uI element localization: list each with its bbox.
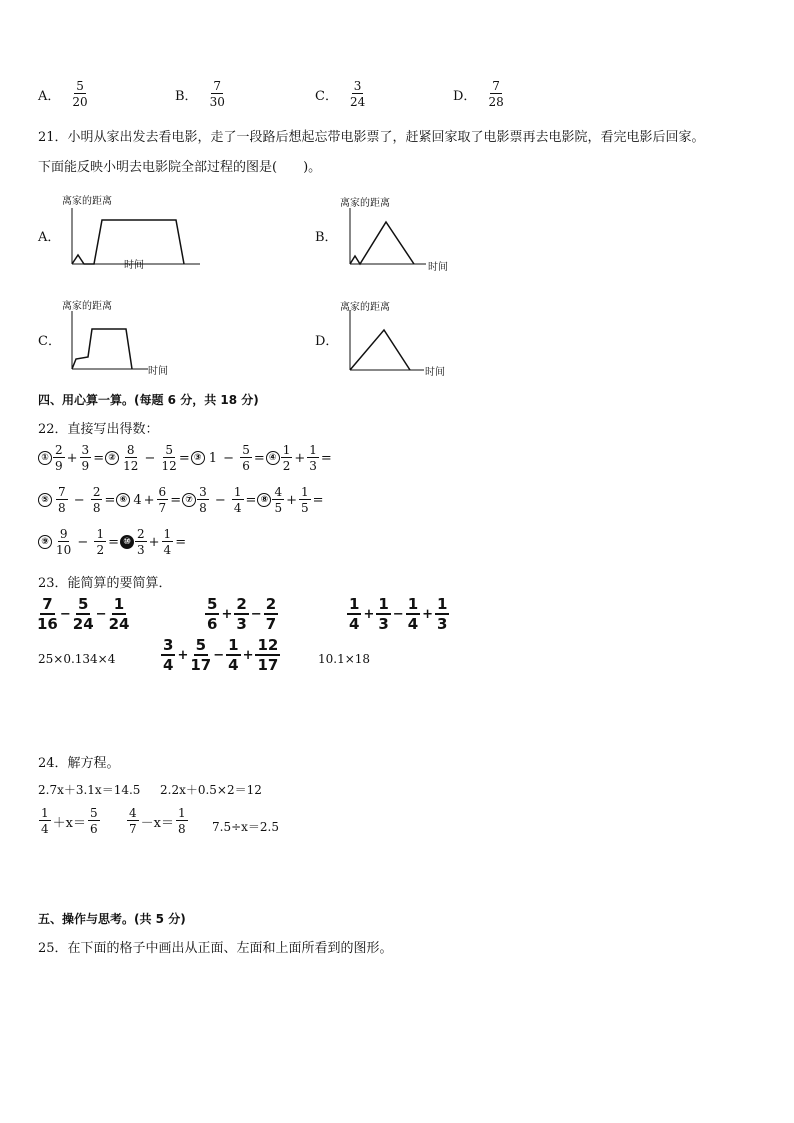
- graph-a-ylabel: 离家的距离: [62, 196, 112, 207]
- q23-expr-1: $\frac{7}{16}$ − $\frac{5}{24}$ − $\frac{1}{24}$: [37, 595, 130, 633]
- section-5-heading: 五、操作与思考。(共 5 分): [38, 912, 186, 926]
- q21-option-c-label: C．: [38, 334, 61, 349]
- q20-option-c: C． $\frac{3}{24}$: [315, 79, 366, 109]
- q21-option-a-label: A．: [38, 230, 61, 245]
- q22-num-10: ⑩: [120, 535, 134, 549]
- section-4-heading: 四、用心算一算。(每题 6 分，共 18 分): [38, 393, 259, 407]
- graph-c: [60, 305, 150, 373]
- q22-row3: ⑨ $\frac{9}{10}$ − $\frac{1}{2}$ = ⑩ $\frac{2}{3}$ + $\frac{1}{4}$ =: [38, 528, 187, 556]
- q22-num-4: ④: [266, 451, 280, 465]
- graph-b-xlabel: 时间: [428, 262, 448, 273]
- q24-eq-1: 2.7x＋3.1x＝14.5: [38, 783, 141, 797]
- graph-a-xlabel: 时间: [124, 260, 144, 271]
- q20-option-b: B． $\frac{7}{30}$: [175, 79, 225, 109]
- q22-num-1: ①: [38, 451, 52, 465]
- q21-text-line1: 21．小明从家出发去看电影，走了一段路后想起忘带电影票了，赶紧回家取了电影票再去电影院，看完电影后回家。: [38, 130, 705, 145]
- q24-title: 24．解方程。: [38, 756, 120, 771]
- q20-option-a: A． $\frac{5}{20}$: [38, 79, 88, 109]
- q23-expr-3: $\frac{1}{4}$ + $\frac{1}{3}$ − $\frac{1}{4}$ + $\frac{1}{3}$: [349, 595, 448, 633]
- graph-d-xlabel: 时间: [425, 367, 445, 378]
- q24-eq-3: $\frac{1}{4}$ ＋x＝ $\frac{5}{6}$: [41, 806, 98, 836]
- graph-d-ylabel: 离家的距离: [340, 302, 390, 313]
- q22-num-8: ⑧: [257, 493, 271, 507]
- q22-title: 22．直接写出得数：: [38, 422, 159, 437]
- q20-option-d: D． $\frac{7}{28}$: [453, 79, 504, 109]
- graph-b-ylabel: 离家的距离: [340, 198, 390, 209]
- q21-option-d-label: D．: [315, 334, 339, 349]
- graph-d: [340, 306, 430, 374]
- q25-text: 25．在下面的格子中画出从正面、左面和上面所看到的图形。: [38, 941, 393, 956]
- q24-eq-2: 2.2x＋0.5×2＝12: [160, 783, 262, 797]
- q22-num-9: ⑨: [38, 535, 52, 549]
- graph-c-xlabel: 时间: [148, 366, 168, 377]
- q24-eq-5: 7.5÷x＝2.5: [212, 820, 279, 834]
- q23-expr-2: $\frac{5}{6}$ + $\frac{2}{3}$ − $\frac{2}{7}$: [207, 595, 277, 633]
- q21-text-line2: 下面能反映小明去电影院全部过程的图是( )。: [38, 160, 322, 175]
- q23-expr-6: 10.1×18: [318, 652, 371, 666]
- q21-option-b-label: B．: [315, 230, 338, 245]
- q22-num-6: ⑥: [116, 493, 130, 507]
- q23-expr-4: 25×0.134×4: [38, 652, 116, 666]
- q24-eq-4: $\frac{4}{7}$ －x＝ $\frac{1}{8}$: [129, 806, 186, 836]
- q23-title: 23．能简算的要简算．: [38, 576, 172, 591]
- q22-num-3: ③: [191, 451, 205, 465]
- q23-expr-5: $\frac{3}{4}$ + $\frac{5}{17}$ − $\frac{1}{4}$ + $\frac{12}{17}$: [163, 636, 279, 674]
- q22-num-7: ⑦: [182, 493, 196, 507]
- q22-row2: ⑤ $\frac{7}{8}$ − $\frac{2}{8}$ = ⑥ 4 + $\frac{6}{7}$ = ⑦ $\frac{3}{8}$ − $\frac{1}{4}$ = ⑧ $\frac{4}{5}$ + $\frac{1}{5}$ =: [38, 486, 325, 514]
- q22-num-5: ⑤: [38, 493, 52, 507]
- q22-num-2: ②: [105, 451, 119, 465]
- q22-row1: ① $\frac{2}{9}$ + $\frac{3}{9}$ = ② $\frac{8}{12}$ − $\frac{5}{12}$ = ③ 1 − $\frac{5}{6}$ = ④ $\frac{1}{2}$ + $\frac{1}{3}$ =: [38, 444, 333, 472]
- graph-c-ylabel: 离家的距离: [62, 301, 112, 312]
- graph-b: [340, 202, 430, 268]
